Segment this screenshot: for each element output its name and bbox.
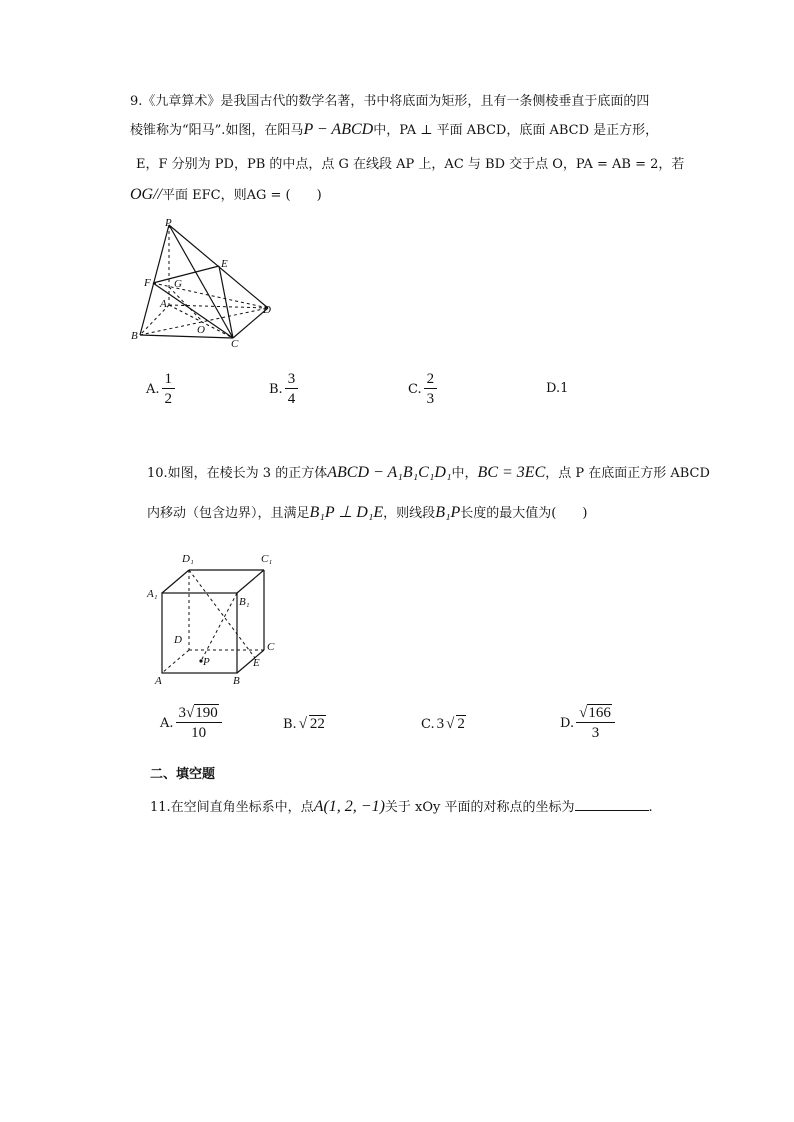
q10-fig-label-b1: B₁ bbox=[239, 596, 250, 608]
q10-option-a-den: 10 bbox=[191, 725, 207, 741]
q10-line2-math2: B₁P bbox=[435, 504, 461, 521]
q10-option-c-label: C. bbox=[421, 716, 435, 732]
q9-line3: E，F 分别为 PD，PB 的中点，点 G 在线段 AP 上，AC 与 BD 交于点 O，PA = AB = 2，若 bbox=[136, 157, 685, 172]
q10-option-b-label: B. bbox=[283, 716, 297, 732]
q11-text-b: 关于 xOy 平面的对称点的坐标为 bbox=[384, 800, 575, 815]
q10-fig-label-d1: D₁ bbox=[182, 553, 194, 565]
q10-cube-figure bbox=[145, 548, 285, 688]
q9-option-a bbox=[146, 371, 175, 407]
q10-option-d-den: 3 bbox=[591, 725, 600, 741]
q10-option-b: B. √ 22 bbox=[283, 715, 325, 732]
q9-line2-a: 棱锥称为“阳马”.如图，在阳马 bbox=[130, 123, 304, 138]
q11-math: A(1, 2, −1) bbox=[313, 798, 385, 815]
q9-option-d-label: D.1 bbox=[546, 381, 569, 396]
q9-line4-math: OG// bbox=[130, 186, 162, 203]
q10-line1-math: ABCD − A₁B₁C₁D₁ bbox=[327, 464, 452, 481]
q10-line1-d: ，点 P 在底面正方形 ABCD bbox=[545, 466, 710, 481]
q9-pyramid-figure bbox=[125, 215, 285, 350]
q11-answer-blank[interactable] bbox=[575, 798, 649, 811]
q9-line4-b: 平面 EFC，则 bbox=[162, 188, 247, 203]
q9-option-a-label: A. bbox=[146, 381, 160, 397]
q10-option-d-num: √166 bbox=[576, 705, 615, 723]
q9-option-a-den: 2 bbox=[164, 391, 173, 407]
q9-line4 bbox=[130, 186, 322, 205]
q9-fig-label-p: P bbox=[165, 217, 172, 229]
q10-option-a-fraction bbox=[176, 705, 222, 741]
section-title: 二、填空题 bbox=[150, 767, 216, 782]
q9-option-b-den: 4 bbox=[287, 391, 296, 407]
q9-fig-label-c: C bbox=[231, 338, 239, 350]
q9-fig-label-d: D bbox=[263, 304, 271, 316]
q10-line2-c: 长度的最大值为( ) bbox=[460, 506, 588, 521]
q9-option-a-fraction bbox=[162, 371, 176, 407]
q10-fig-label-p: P bbox=[203, 656, 210, 668]
q9-option-c-fraction bbox=[424, 371, 438, 407]
q9-option-a-num: 1 bbox=[162, 371, 176, 389]
q10-fig-label-c: C bbox=[267, 641, 275, 653]
q10-option-d-radicand: 166 bbox=[588, 705, 611, 721]
q10-option-a-label: A. bbox=[160, 715, 174, 731]
q10-line1-vector: BC = 3EC bbox=[477, 464, 546, 481]
q10-option-d bbox=[560, 705, 615, 741]
q9-fig-label-o: O bbox=[197, 324, 205, 336]
q10-line2-a: 内移动（包含边界），且满足 bbox=[147, 506, 310, 521]
q10-fig-label-e: E bbox=[253, 657, 260, 669]
q10-option-c-radicand: 2 bbox=[457, 716, 465, 732]
q9-fig-label-a: A bbox=[160, 298, 167, 310]
q9-fig-label-g: G bbox=[174, 278, 182, 290]
q9-line4-c: AG = ( ) bbox=[246, 188, 322, 203]
q10-line2 bbox=[147, 504, 587, 523]
q10-option-a bbox=[160, 705, 222, 741]
q9-option-b-num: 3 bbox=[285, 371, 299, 389]
q9-option-b-label: B. bbox=[269, 381, 283, 397]
q10-fig-label-a: A bbox=[155, 675, 162, 687]
q9-option-b bbox=[269, 371, 298, 407]
q10-option-a-radicand: 190 bbox=[195, 705, 218, 721]
q9-line2-math: P − ABCD bbox=[303, 121, 374, 138]
q10-fig-label-a1: A₁ bbox=[147, 588, 158, 600]
q9-option-b-fraction bbox=[285, 371, 299, 407]
q9-fig-label-e: E bbox=[221, 258, 228, 270]
q10-line1-a: 10.如图，在棱长为 3 的正方体 bbox=[147, 466, 328, 481]
q9-option-c bbox=[408, 371, 437, 407]
q10-option-c-coef: 3 bbox=[436, 715, 445, 732]
q10-option-c: C. 3 √ 2 bbox=[421, 715, 465, 732]
q10-option-a-num: 3√190 bbox=[176, 705, 222, 723]
q9-line2-c: PA ⊥ 平面 ABCD，底面 ABCD 是正方形， bbox=[399, 123, 659, 138]
q10-fig-label-d: D bbox=[174, 634, 182, 646]
q9-line2-b: 中， bbox=[373, 123, 400, 138]
q10-fig-label-b: B bbox=[233, 675, 240, 687]
q11-text-a: 11.在空间直角坐标系中，点 bbox=[150, 800, 314, 815]
q9-option-c-den: 3 bbox=[426, 391, 435, 407]
q10-option-a-coef: 3 bbox=[178, 705, 187, 721]
q9-line1: 9.《九章算术》是我国古代的数学名著，书中将底面为矩形，且有一条侧棱垂直于底面的四 bbox=[130, 94, 650, 109]
q9-option-c-label: C. bbox=[408, 381, 422, 397]
q9-line2 bbox=[130, 121, 658, 140]
q9-fig-label-f: F bbox=[144, 277, 151, 289]
q9-fig-label-b: B bbox=[131, 330, 138, 342]
q9-option-c-num: 2 bbox=[424, 371, 438, 389]
q10-option-d-label: D. bbox=[560, 715, 575, 731]
q10-line1-b: 中， bbox=[451, 466, 478, 481]
q10-option-b-radicand: 22 bbox=[309, 716, 325, 732]
q9-option-d bbox=[546, 381, 568, 396]
q10-line1 bbox=[147, 464, 710, 483]
q10-line2-math: B₁P ⊥ D₁E bbox=[309, 504, 384, 521]
q10-fig-label-c1: C₁ bbox=[261, 553, 273, 565]
q10-line2-b: ，则线段 bbox=[383, 506, 436, 521]
q11-line bbox=[150, 798, 653, 817]
q11-text-c: . bbox=[648, 800, 653, 815]
q10-option-d-fraction bbox=[576, 705, 615, 741]
